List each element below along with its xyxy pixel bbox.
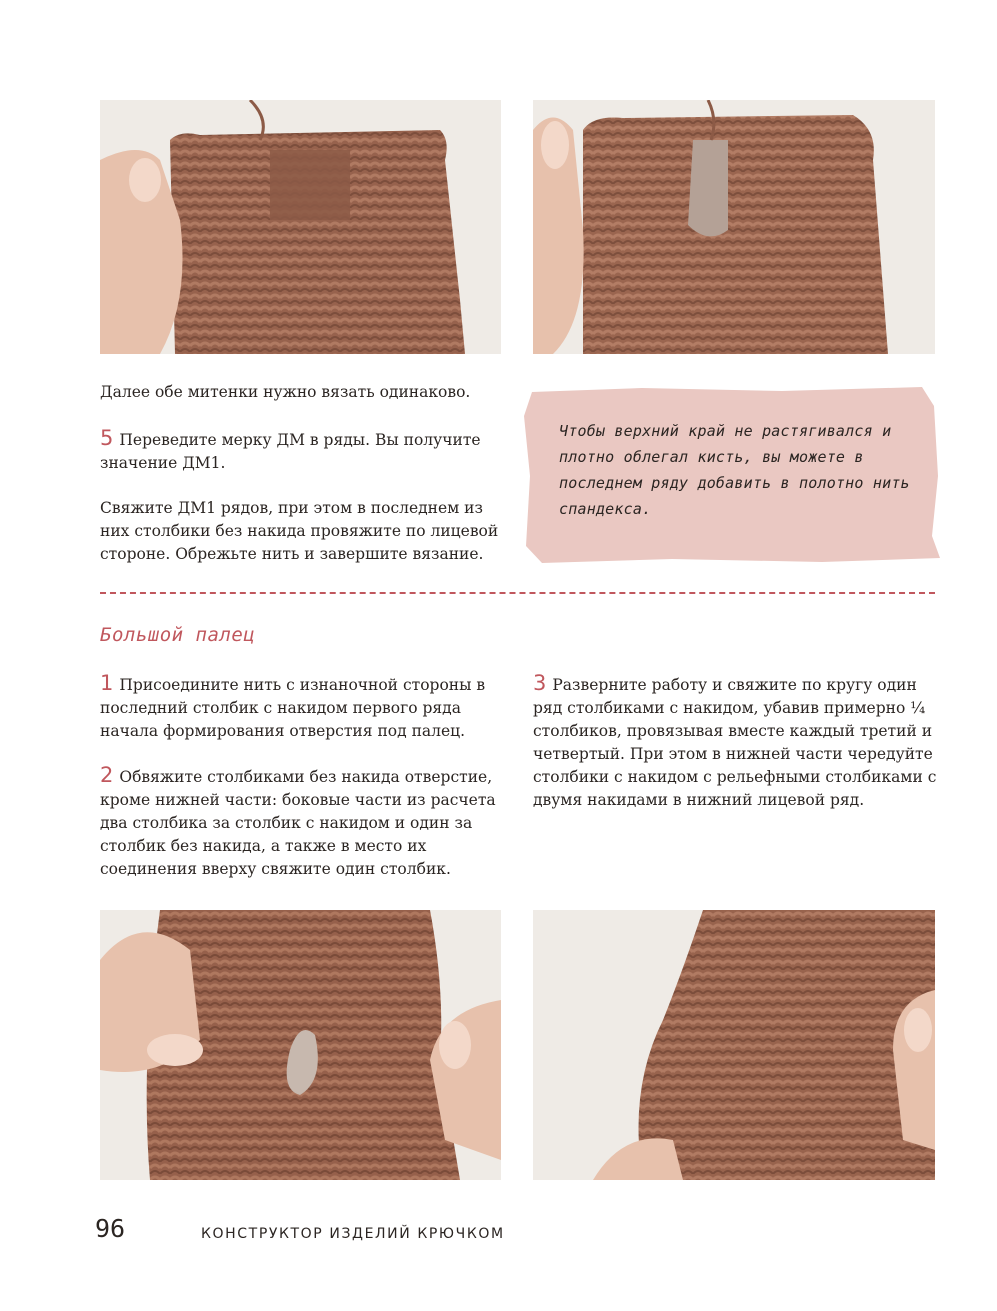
page-number: 96 [95, 1214, 126, 1243]
tip-box [522, 386, 942, 564]
dashed-divider [100, 592, 935, 594]
photo-knitting-thumb-finished [533, 910, 935, 1180]
step-5-extra: Свяжите ДМ1 рядов, при этом в последнем из них столбики без накида провяжите по лицевой стороне. Обрежьте нить и завершите вязание. [100, 499, 499, 563]
step-text: Разверните работу и свяжите по кругу один ряд столбиками с накидом, убавив примерно ¼ столбиков, провязывая вместе каждый третий и четвертый. При этом в нижней части чередуйте столбики с накидом с рельефными столбиками с двумя накидами в нижний лицевой ряд. [533, 676, 937, 809]
photo-knitting-thumb-hole [100, 910, 501, 1180]
step-number: 3 [533, 671, 547, 695]
step-text: Присоедините нить с изнаночной стороны в последний столбик с накидом первого ряда начала формирования отверстия под палец. [100, 676, 486, 740]
photo-knitting-thumb-opening-1 [100, 100, 501, 354]
running-title: КОНСТРУКТОР ИЗДЕЛИЙ КРЮЧКОМ [201, 1226, 505, 1242]
step-5 [100, 427, 510, 475]
tip-text: Чтобы верхний край не растягивался и плотно облегал кисть, вы можете в последнем ряду добавить в полотно нить спандекса. [559, 422, 910, 518]
step-text: Обвяжите столбиками без накида отверстие, кроме нижней части: боковые части из расчета два столбика за столбик с накидом и один за столбик без накида, а также в место их соединения вверху свяжите один столбик. [100, 768, 496, 878]
section-title: Большой палец [100, 624, 256, 646]
step-text: Переведите мерку ДМ в ряды. Вы получите значение ДМ1. [100, 431, 481, 472]
thumb-step-2 [100, 764, 510, 881]
intro-paragraph: Далее обе митенки нужно вязать одинаково. [100, 383, 471, 401]
thumb-step-3 [533, 672, 943, 812]
photo-knitting-thumb-opening-2 [533, 100, 935, 354]
step-number: 1 [100, 671, 114, 695]
step-number: 2 [100, 763, 114, 787]
step-number: 5 [100, 426, 114, 450]
thumb-step-1 [100, 672, 505, 743]
